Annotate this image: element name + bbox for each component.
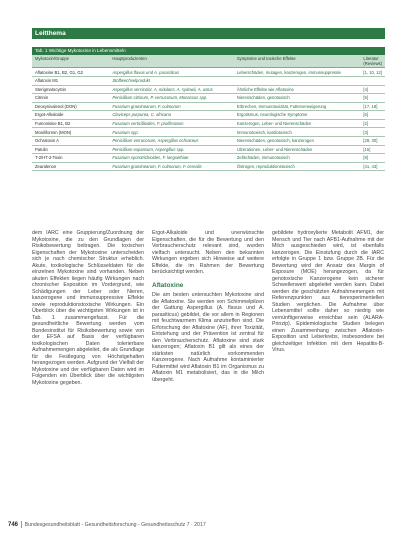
table-row: [32, 128, 385, 137]
column-header: Symptome und toxische Effekte: [234, 55, 361, 68]
table-cell: Ochratoxin A: [32, 137, 109, 146]
table-cell: Immunotoxisch, kardiotoxisch: [234, 128, 361, 137]
section-header: Leitthema: [32, 28, 385, 39]
table-cell: Sterigmatocystin: [32, 85, 109, 94]
table-header-row: [32, 55, 385, 68]
table-caption: Tab. 1 Wichtige Mykotoxine in Lebensmitteln: [32, 47, 385, 55]
table-row: [32, 111, 385, 120]
table-row: [32, 102, 385, 111]
table-cell: [41, 43]: [360, 162, 385, 171]
column-header: Mykotoxin/Gruppe: [32, 55, 109, 68]
table-cell: [4]: [360, 85, 385, 94]
table-row: [32, 68, 385, 77]
table-cell: Stoffwechselprodukt: [109, 76, 234, 85]
body-paragraph: dem IARC eine Gruppierung/Zuordnung der Mykotoxine, die zu den Grundlagen der Risikobewertung beitragen. Die toxischen Eigenschaften der Mykotoxine unterscheiden sich je nach chemischer Struktur erheblich. Akute, toxikologische Schlüsseldaten für die einzelnen Mykotoxine sind vorhanden. Neben akuten Effekten liegen häufig Wirkungen nach chronischer Exposition im Vordergrund, wie Schädigungen der Leber oder Nieren, kanzerogene und immunsuppressive Effekte sowie reproduktionstoxische Wirkungen. Ein Überblick über die wichtigsten Wirkungen ist in Tab. 1 zusammengefasst. Für die gesundheitliche Bewertung werden vom Bundesinstitut für Risikobewertung sowie von der EFSA auf Basis der verfügbaren toxikologischen Daten tolerierbare Aufnahmemengen abgeleitet, die als Grundlage für die Festlegung von Höchstgehalten herangezogen werden. Aufgrund der Vielfalt der Mykotoxine und der verfügbaren Daten wird im Folgenden ein Überblick über die wichtigsten Mykotoxine gegeben.: [32, 230, 144, 386]
table-cell: [17, 18]: [360, 102, 385, 111]
table-cell: [234, 76, 361, 85]
table-cell: Ulzerationen, Leber- und Nierenschäden: [234, 145, 361, 154]
table-cell: Penicillium expansum, Aspergillus spp.: [109, 145, 234, 154]
table-cell: Nierenschäden, genotoxisch, kanzerogen: [234, 137, 361, 146]
table-cell: Kanzerogen, Leber- und Nierenschäden: [234, 119, 361, 128]
table-row: [32, 162, 385, 171]
table-cell: [15]: [360, 145, 385, 154]
page-number: 746: [8, 522, 19, 528]
table-cell: Moniliformin (MON): [32, 128, 109, 137]
table-cell: Ähnliche Effekte wie Aflatoxine: [234, 85, 361, 94]
journal-name: Bundesgesundheitsblatt - Gesundheitsforschung - Gesundheitsschutz 7 · 2017: [24, 522, 206, 528]
table-cell: T-2/HT-2-Toxin: [32, 154, 109, 163]
table-cell: Fusarium spp.: [109, 128, 234, 137]
table-cell: [2]: [360, 119, 385, 128]
table-cell: Zearalenon: [32, 162, 109, 171]
table-cell: Aflatoxine B1, B2, G1, G2: [32, 68, 109, 77]
text-column-2: [152, 230, 264, 383]
body-paragraph: Ergot-Alkaloide und unerwünschte Eigenschaften, die für die Bewertung und den Verbraucherschutz relevant sind, wurden vielfach untersucht. Neben den bekannten Wirkungen ergeben sich Hinweise auf weitere Effekte, die im Rahmen der Bewertung berücksichtigt werden.: [152, 230, 264, 275]
table-cell: Zellschäden, immunotoxisch: [234, 154, 361, 163]
table-cell: [3]: [360, 128, 385, 137]
table-cell: Aspergillus flavus und A. parasiticus: [109, 68, 234, 77]
table-cell: [28, 30]: [360, 137, 385, 146]
page-footer: [8, 520, 398, 530]
text-column-3: [272, 230, 384, 354]
table-cell: Nierenschäden, genotoxisch: [234, 94, 361, 103]
table-cell: [8]: [360, 154, 385, 163]
table-cell: Fusarium verticillioides, F. proliferatum: [109, 119, 234, 128]
body-paragraph: gebildete hydroxylierte Metabolit AFM1, der Mensch und Tier nach AFB1-Aufnahme mit der Milch ausgeschieden wird, ist ebenfalls kanzerogen. Die Einstufung durch die IARC erfolgte in Gruppe 1 bzw. Gruppe 2B. Für die Bewertung wird der Ansatz des Margin of Exposure (MOE) herangezogen, da für genotoxische Kanzerogene kein sicherer Schwellenwert abgeleitet werden kann. Dabei werden die geschätzten Aufnahmemengen mit Referenzpunkten aus tierexperimentellen Studien verglichen. Die Aufnahme über Lebensmittel sollte daher so niedrig wie vernünftigerweise erreichbar sein (ALARA-Prinzip). Epidemiologische Studien belegen einen Zusammenhang zwischen Aflatoxin-Exposition und Leberkrebs, insbesondere bei gleichzeitiger Infektion mit dem Hepatitis-B-Virus.: [272, 230, 384, 353]
table-cell: [5]: [360, 94, 385, 103]
table-body: [32, 68, 385, 171]
text-column-1: [32, 230, 144, 386]
table-cell: [1, 10, 12]: [360, 68, 385, 77]
column-header: Literatur (Reviews): [360, 55, 385, 68]
body-paragraph: Die am besten untersuchten Mykotoxine sind die Aflatoxine. Sie werden von Schimmelpilzen der Gattung Aspergillus (A. flavus und A. parasiticus) gebildet, die vor allem in Regionen mit feuchtwarmem Klima anzutreffen sind. Die Erforschung der Aflatoxine (AF), ihrer Toxizität, Entstehung und der Prävention ist zentral für den Verbraucherschutz. Aflatoxine sind stark kanzerogen; Aflatoxin B1 gilt als eines der stärksten natürlich vorkommenden Kanzerogene. Nach Aufnahme kontaminierter Futtermittel wird Aflatoxin B1 im Organismus zu Aflatoxin M1 metabolisiert, das in die Milch übergeht.: [152, 292, 264, 383]
table-cell: [360, 76, 385, 85]
table-row: [32, 85, 385, 94]
table-cell: Fusarium graminearum, F. culmorum: [109, 102, 234, 111]
table-cell: [6]: [360, 111, 385, 120]
table-cell: Ergotismus, neurologische Symptome: [234, 111, 361, 120]
table-cell: Penicillium verrucosum, Aspergillus ochraceus: [109, 137, 234, 146]
mycotoxin-table: [32, 55, 385, 171]
table-cell: Erbrechen, Immunotoxizität, Futterverweigerung: [234, 102, 361, 111]
table-cell: Patulin: [32, 145, 109, 154]
table-cell: Aspergillus versicolor, A. nidulans, A. sydowii, A. ustus: [109, 85, 234, 94]
table-row: [32, 76, 385, 85]
table-cell: Citrinin: [32, 94, 109, 103]
table-row: [32, 119, 385, 128]
table-cell: Östrogen, reproduktionstoxisch: [234, 162, 361, 171]
table-cell: Fumonisine B1, B2: [32, 119, 109, 128]
table-row: [32, 137, 385, 146]
table-cell: Ergot-Alkaloide: [32, 111, 109, 120]
table-row: [32, 145, 385, 154]
table-cell: Leberschäden, mutagen, kanzerogen, immunsuppressiv: [234, 68, 361, 77]
table-cell: Aflatoxin M1: [32, 76, 109, 85]
table-cell: Penicillium citrinum, P. verrucosum, Monascus spp.: [109, 94, 234, 103]
table-cell: Fusarium sporotrichioides, F. langsethiae: [109, 154, 234, 163]
footer-divider: [21, 521, 22, 528]
table-cell: Fusarium graminearum, F. culmorum, F. cerealis: [109, 162, 234, 171]
table-cell: Deoxynivalenol (DON): [32, 102, 109, 111]
table-cell: Claviceps purpurea, C. africana: [109, 111, 234, 120]
subheading: Aflatoxine: [152, 281, 184, 289]
table-row: [32, 154, 385, 163]
table-row: [32, 94, 385, 103]
column-header: Hauptproduzenten: [109, 55, 234, 68]
